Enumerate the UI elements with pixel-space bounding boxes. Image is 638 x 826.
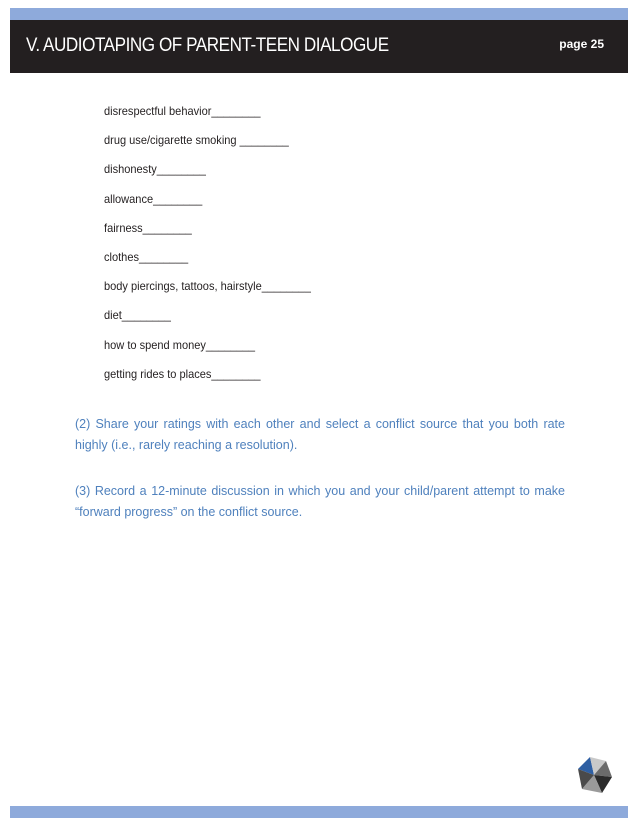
- instruction-step-3: (3) Record a 12-minute discussion in which you and your child/parent attempt to make “forward progress” on the conflict source.: [75, 484, 565, 519]
- bottom-stripe: [10, 806, 628, 818]
- list-item: fairness________: [104, 220, 192, 235]
- list-item: getting rides to places________: [104, 366, 261, 381]
- top-stripe: [10, 8, 628, 20]
- pinwheel-logo-icon: [574, 755, 614, 795]
- list-item: allowance________: [104, 191, 203, 206]
- list-item: body piercings, tattoos, hairstyle________: [104, 279, 311, 294]
- list-item: diet________: [104, 308, 171, 323]
- list-item: drug use/cigarette smoking ________: [104, 133, 289, 148]
- list-item: disrespectful behavior________: [104, 104, 261, 118]
- page-title: V. AUDIOTAPING OF PARENT-TEEN DIALOGUE: [26, 35, 389, 56]
- list-item: clothes________: [104, 249, 189, 264]
- instruction-step-2: (2) Share your ratings with each other and select a conflict source that you both rate highly (i.e., rarely reaching a resolution).: [75, 417, 565, 452]
- page-number: page 25: [559, 37, 604, 51]
- list-item: dishonesty________: [104, 162, 206, 177]
- list-item: how to spend money________: [104, 337, 256, 352]
- conflict-topic-list: [104, 104, 329, 396]
